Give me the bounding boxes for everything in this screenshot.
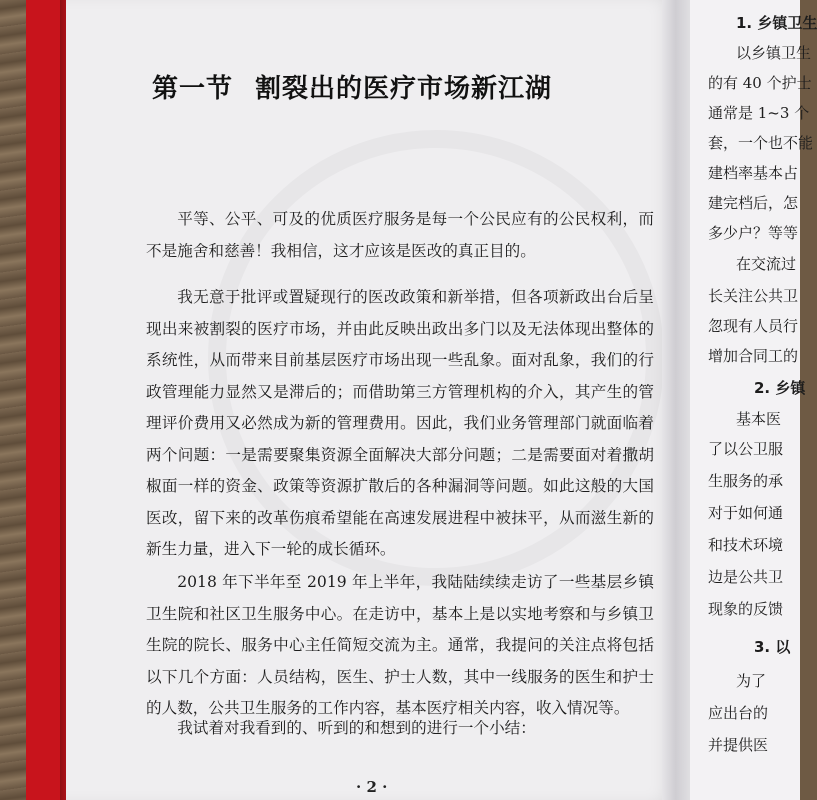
right-page-line: 通常是 1~3 个 xyxy=(708,104,810,122)
right-page-line: 建档率基本占 xyxy=(708,164,799,182)
right-page-line: 和技术环境 xyxy=(708,536,784,554)
right-page-line: 1. 乡镇卫生 xyxy=(736,14,817,32)
paragraph: 2018 年下半年至 2019 年上半年，我陆陆续续走访了一些基层乡镇卫生院和社区卫生服务中心。在走访中，基本上是以实地考察和与乡镇卫生院的院长、服务中心主任简短交流为主。通常，我提问的关注点将包括以下几个方面：人员结构，医生、护士人数，其中一线服务的医生和护士的人数，公共卫生服务的工作内容，基本医疗相关内容，收入情况等。 xyxy=(146,573,654,717)
right-page-line: 对于如何通 xyxy=(708,504,784,522)
paragraph: 我试着对我看到的、听到的和想到的进行一个小结： xyxy=(177,719,536,737)
section-title: 割裂出的医疗市场新江湖 xyxy=(255,74,553,104)
right-page-line: 长关注公共卫 xyxy=(708,287,799,305)
right-page-line: 建完档后，怎 xyxy=(708,194,799,212)
right-page-line: 现象的反馈 xyxy=(708,600,784,618)
paragraph: 我无意于批评或置疑现行的医改政策和新举措，但各项新政出台后呈现出来被割裂的医疗市场，并由此反映出政出多门以及无法体现出整体的系统性，从而带来目前基层医疗市场出现一些乱象。面对乱象，我们的行政管理能力显然又是滞后的；而借助第三方管理机构的介入，其产生的管理评价费用又必然成为新的管理费用。因此，我们业务管理部门就面临着两个问题：一是需要聚集资源全面解决大部分问题；二是需要面对着撒胡椒面一样的资金、政策等资源扩散后的各种漏洞等问题。如此这般的大国医改，留下来的改革伤痕希望能在高速发展进程中被抹平，从而滋生新的新生力量，进入下一轮的成长循环。 xyxy=(146,288,654,558)
right-page-line: 以乡镇卫生 xyxy=(736,44,812,62)
section-heading xyxy=(152,68,552,105)
right-page-line: 套，一个也不能 xyxy=(708,134,814,152)
right-page-line: 在交流过 xyxy=(736,255,797,273)
right-page-line: 生服务的承 xyxy=(708,472,784,490)
right-page-line: 的有 40 个护士 xyxy=(708,74,812,92)
right-page-line: 基本医 xyxy=(736,410,782,428)
paragraph: 平等、公平、可及的优质医疗服务是每一个公民应有的公民权利，而不是施舍和慈善！我相信，这才应该是医改的真正目的。 xyxy=(146,210,654,260)
right-page-line: 为了 xyxy=(736,672,767,690)
section-number: 第一节 xyxy=(152,74,234,104)
right-page-line: 应出台的 xyxy=(708,704,769,722)
right-page xyxy=(690,0,817,800)
right-page-line: 多少户？等等 xyxy=(708,224,799,242)
right-page-line: 忽现有人员行 xyxy=(708,317,799,335)
book-gutter xyxy=(662,0,692,800)
right-page-line: 并提供医 xyxy=(708,736,769,754)
right-page-line: 边是公共卫 xyxy=(708,568,784,586)
right-page-line: 2. 乡镇 xyxy=(754,379,806,397)
page-number: · 2 · xyxy=(356,778,388,796)
right-page-line: 增加合同工的 xyxy=(708,347,799,365)
right-page-line: 3. 以 xyxy=(754,638,791,656)
right-page-line: 了以公卫服 xyxy=(708,440,784,458)
